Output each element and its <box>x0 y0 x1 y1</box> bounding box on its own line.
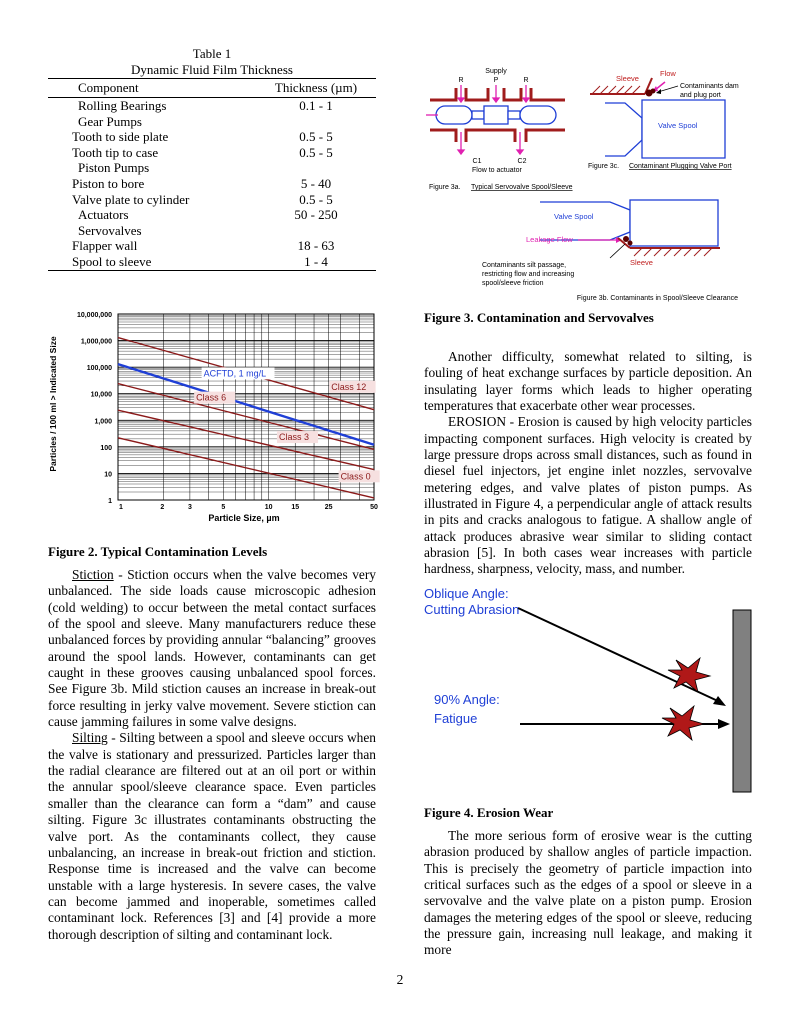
table-cell-thickness: 18 - 63 <box>297 238 335 254</box>
figure-3a-caption-prefix: Figure 3a. <box>429 184 461 191</box>
figure-2-chart <box>44 304 384 529</box>
table-row <box>48 238 376 254</box>
silt-label-line3: spool/sleeve friction <box>482 280 544 287</box>
figure-3-caption: Figure 3. Contamination and Servovalves <box>424 310 654 325</box>
table-cell-component: Rolling Bearings <box>78 98 167 113</box>
series-label-3: Class 3 <box>278 432 309 443</box>
y-tick-label: 1,000 <box>94 418 112 426</box>
silt-label-line1: Contaminants silt passage, <box>482 262 567 269</box>
figure-3c-port-plugging <box>588 69 739 170</box>
table-row <box>48 129 376 145</box>
silting-paragraph <box>48 730 376 942</box>
series-label-2: Class 6 <box>196 392 227 403</box>
erosion-paragraph: EROSION - Erosion is caused by high velocity particles impacting component surfaces. High velocity is created by large pressure drops across small distances, such as found in diesel fuel injectors, jet engine inlet nozzles, servovalve metering edges, and valve plates of piston pumps. As illustrated in Figure 4, a perpendicular angle of attack results in pits and cracks analogous to fatigue. A shallow angle of attack produces abrasive wear similar to sliding contact abrasion [5]. In both cases wear increases with particle hardness, sharpness, velocity, mass, and number. <box>424 414 752 577</box>
chart-grid <box>118 314 374 500</box>
table-cell-component: Servovalves <box>78 222 142 238</box>
column-header-component: Component <box>48 79 256 98</box>
table-cell-component: Tooth tip to case <box>72 144 159 160</box>
table-title: Dynamic Fluid Film Thickness <box>131 62 293 77</box>
table-row <box>48 207 376 223</box>
left-column-text <box>48 567 376 943</box>
servovalve-diagram-svg <box>420 60 760 305</box>
table-body <box>48 98 376 271</box>
flow-to-actuator-label: Flow to actuator <box>472 167 522 174</box>
table-cell-thickness: 50 - 250 <box>294 207 338 223</box>
oblique-angle-label-line1: Oblique Angle: <box>424 586 509 601</box>
sleeve-label-3b: Sleeve <box>630 258 653 267</box>
figure-3b-caption: Figure 3b. Contaminants in Spool/Sleeve Clearance <box>576 295 738 302</box>
table-cell-thickness: 0.1 - 1 <box>299 98 333 113</box>
table-row <box>48 192 376 208</box>
table-row <box>48 176 376 192</box>
y-tick-label: 10,000,000 <box>76 312 112 319</box>
normal-angle-label-line2: Fatigue <box>434 711 478 726</box>
pressure-label: P <box>493 77 499 84</box>
supply-label: Supply <box>485 68 507 75</box>
table-cell-thickness: 0.5 - 5 <box>299 129 333 145</box>
stiction-term: Stiction <box>72 567 114 582</box>
y-tick-label: 10 <box>104 471 112 479</box>
table-1 <box>48 46 376 271</box>
table-row <box>48 223 376 239</box>
x-tick-label: 25 <box>324 504 333 511</box>
figure-3 <box>420 60 760 305</box>
c2-label: C2 <box>517 158 527 165</box>
return-label-right: R <box>523 77 529 84</box>
figure-2-caption: Figure 2. Typical Contamination Levels <box>48 544 268 559</box>
table-cell-component: Piston to bore <box>72 175 145 191</box>
y-tick-label: 100,000 <box>86 365 112 373</box>
y-axis-label: Particles / 100 ml > Indicated Size <box>48 336 58 472</box>
normal-angle-label-line1: 90% Angle: <box>434 692 500 707</box>
table-row <box>48 145 376 161</box>
dam-label-line2: and plug port <box>680 92 721 99</box>
silt-label-line2: restricting flow and increasing <box>482 271 575 278</box>
figure-3a-spool-sleeve <box>426 68 573 191</box>
dam-label-line1: Contaminants dam <box>680 83 739 90</box>
figure-3c-caption-prefix: Figure 3c. <box>588 163 620 170</box>
table-cell-thickness: 0.5 - 5 <box>299 144 333 160</box>
silting-text: - Silting between a spool and sleeve occurs when the valve is stationary and pressurized. Particles larger than the radial clearance are filtered out at an oil port or within the annular spool/sleeve clearance space. Even particles smaller than the clearance can form a “dam” and cause silting. Figure 3c illustrates contaminants obstructing the valve port. As the contaminants collect, they cause unbalancing, an increase in break-out friction and stiction. Response time is increased and the valve can become unstable with a large hysteresis. In severe cases, the valve can become jammed and inoperable, sometimes called contaminant lock. References [3] and [4] provide a more thorough description of silting and contaminant lock. <box>48 730 376 942</box>
table-cell-thickness <box>256 223 376 239</box>
table-row <box>48 254 376 270</box>
table-row <box>48 114 376 130</box>
table-cell-thickness: 1 - 4 <box>256 254 376 270</box>
table-cell-component: Gear Pumps <box>78 113 142 129</box>
y-tick-label: 100 <box>100 444 112 452</box>
contamination-chart-svg <box>44 304 384 529</box>
table-row <box>48 98 376 114</box>
table-cell-thickness <box>256 114 376 130</box>
c1-label: C1 <box>472 158 482 165</box>
right-column-text-upper <box>424 349 752 578</box>
series-label-0: ACFTD, 1 mg/L <box>203 368 267 379</box>
leakage-flow-label: Leakage Flow <box>526 235 573 244</box>
oblique-angle-label-line2: Cutting Abrasion <box>424 602 520 617</box>
x-tick-label: 50 <box>370 504 378 511</box>
valve-spool-label-3b: Valve Spool <box>554 212 594 221</box>
x-tick-label: 2 <box>160 504 165 511</box>
y-tick-label: 1,000,000 <box>80 338 112 346</box>
figure-4 <box>420 584 760 796</box>
table-cell-component: Valve plate to cylinder <box>72 191 190 207</box>
cutting-abrasion-paragraph: The more serious form of erosive wear is the cutting abrasion produced by shallow angles of particle impaction. This is precisely the geometry of particle impaction into critical surfaces such as the edges of a spool or sleeve in a servovalve and the valve plate on a piston pump. Erosion damages the metering edges of the spool or sleeve, reducing the pressure gain, increasing null leakage, and making it more <box>424 828 752 958</box>
series-label-1: Class 12 <box>331 381 367 392</box>
figure-4-caption: Figure 4. Erosion Wear <box>424 805 554 820</box>
table-header-row <box>48 79 376 98</box>
y-tick-label: 1 <box>108 498 112 505</box>
figure-3a-caption-title: Typical Servovalve Spool/Sleeve <box>471 184 573 191</box>
erosion-diagram-svg <box>420 584 760 796</box>
table-cell-component: Spool to sleeve <box>48 254 256 270</box>
right-column-text-lower <box>424 828 752 959</box>
y-tick-label: 10,000 <box>90 391 112 399</box>
silting-term: Silting <box>72 730 108 746</box>
fouling-paragraph: Another difficulty, somewhat related to silting, is fouling of heat exchange surfaces by particle deposition. An insulating layer forms which leads to higher operating temperatures that exacerbate other wear processes. <box>424 349 752 414</box>
table-cell-thickness: 5 - 40 <box>300 175 332 191</box>
sleeve-label-3c: Sleeve <box>616 74 639 83</box>
return-label-left: R <box>458 77 464 84</box>
table-cell-thickness <box>256 160 376 176</box>
stiction-text: - Stiction occurs when the valve becomes very unbalanced. The side loads cause microscopic adhesion (cold welding) to occur between the metal contact surfaces of the spool and sleeve. Many manufacturers reduce these unbalanced forces by providing annular “balancing” grooves around the spool lands. However, contaminants can get caught in these grooves causing unbalanced spool forces. See Figure 3b. Mild stiction causes an increase in break-out force resulting in jerky valve movement. Severe stiction can cause jamming failures in some valve designs. <box>48 567 376 730</box>
x-tick-label: 15 <box>291 504 300 511</box>
column-header-thickness: Thickness (µm) <box>256 79 376 98</box>
figure-3c-caption-title: Contaminant Plugging Valve Port <box>629 163 732 170</box>
valve-spool-label-3c: Valve Spool <box>658 121 698 130</box>
figure-3b-clearance <box>482 200 738 302</box>
x-tick-label: 1 <box>119 504 123 511</box>
x-tick-label: 10 <box>264 504 273 511</box>
table-cell-component: Piston Pumps <box>78 160 150 176</box>
flow-label-3c: Flow <box>660 69 676 78</box>
table-cell-component: Flapper wall <box>72 238 138 254</box>
stiction-paragraph <box>48 567 376 730</box>
table-cell-thickness: 0.5 - 5 <box>299 191 333 207</box>
target-surface <box>733 610 751 792</box>
table-label: Table 1 <box>192 46 232 61</box>
x-tick-label: 3 <box>187 504 192 511</box>
series-label-4: Class 0 <box>340 471 371 482</box>
x-tick-label: 5 <box>221 504 226 511</box>
table-cell-component: Actuators <box>78 207 129 223</box>
table-cell-component: Tooth to side plate <box>72 129 169 145</box>
x-axis-label: Particle Size, µm <box>208 513 280 523</box>
table-1-grid <box>48 78 376 271</box>
table-row <box>48 160 376 176</box>
page-number: 2 <box>396 972 404 987</box>
